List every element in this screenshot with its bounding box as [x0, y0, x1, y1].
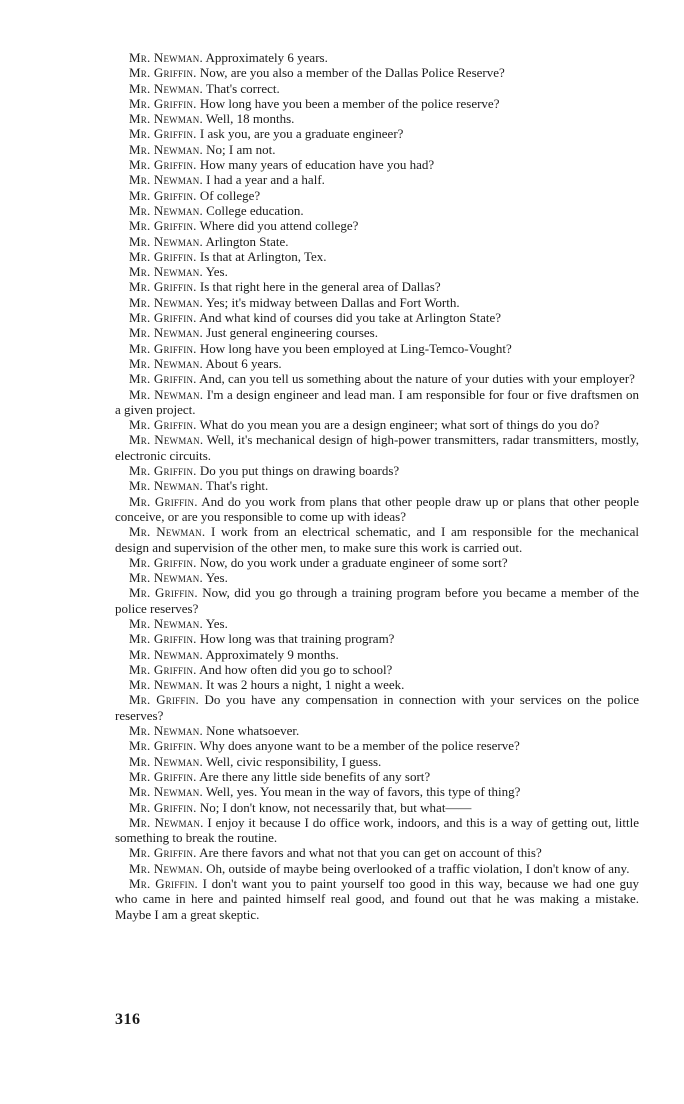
speech-text: Where did you attend college? — [199, 218, 359, 234]
speaker-label: Mr. Griffin. — [129, 417, 197, 433]
testimony-paragraph — [115, 876, 639, 922]
speaker-label: Mr. Griffin. — [129, 799, 197, 815]
testimony-paragraph — [115, 585, 639, 616]
speech-text: Approximately 9 months. — [205, 646, 339, 662]
speech-text: Yes; it's midway between Dallas and Fort Worth. — [205, 294, 460, 310]
speaker-label: Mr. Griffin. — [129, 463, 197, 479]
speech-text: Do you have any compensation in connection with your services on the police reserves? — [115, 692, 640, 723]
testimony-paragraph — [115, 157, 639, 172]
testimony-paragraph — [115, 387, 639, 418]
testimony-paragraph — [115, 616, 639, 631]
testimony-paragraph — [115, 417, 639, 432]
speech-text: Approximately 6 years. — [205, 50, 328, 65]
speaker-label: Mr. Griffin. — [129, 218, 197, 234]
testimony-paragraph — [115, 478, 639, 493]
speaker-label: Mr. Newman. — [129, 570, 203, 586]
testimony-paragraph — [115, 723, 639, 738]
testimony-paragraph — [115, 203, 639, 218]
speech-text: Oh, outside of maybe being overlooked of a traffic violation, I don't know of any. — [206, 860, 630, 876]
speech-text: I ask you, are you a graduate engineer? — [199, 126, 404, 142]
speech-text: Of college? — [199, 187, 261, 203]
testimony-paragraph — [115, 677, 639, 692]
speech-text: No; I am not. — [206, 141, 276, 157]
speaker-label: Mr. Griffin. — [129, 661, 197, 677]
speaker-label: Mr. Newman. — [129, 111, 203, 127]
testimony-paragraph — [115, 356, 639, 371]
speech-text: I'm a design engineer and lead man. I am responsible for four or five draftsmen on a given project. — [115, 386, 640, 417]
testimony-paragraph — [115, 769, 639, 784]
speech-text: About 6 years. — [205, 355, 282, 371]
testimony-paragraph — [115, 662, 639, 677]
speech-text: Well, civic responsibility, I guess. — [205, 753, 382, 769]
speaker-label: Mr. Newman. — [129, 646, 203, 662]
speaker-label: Mr. Griffin. — [129, 631, 197, 647]
speech-text: Now, are you also a member of the Dallas Police Reserve? — [199, 65, 505, 81]
testimony-paragraph — [115, 524, 639, 555]
speech-text: Is that right here in the general area of Dallas? — [199, 279, 441, 295]
speech-text: Is that at Arlington, Tex. — [199, 248, 327, 264]
speaker-label: Mr. Newman. — [129, 723, 203, 739]
testimony-paragraph — [115, 111, 639, 126]
speaker-label: Mr. Newman. — [129, 80, 203, 96]
speech-text: That's right. — [205, 478, 269, 494]
testimony-paragraph — [115, 310, 639, 325]
testimony-paragraph — [115, 754, 639, 769]
testimony-paragraph — [115, 264, 639, 279]
testimony-paragraph — [115, 325, 639, 340]
speech-text: Yes. — [205, 615, 228, 631]
testimony-paragraph — [115, 800, 639, 815]
speaker-label: Mr. Griffin. — [129, 248, 197, 264]
speaker-label: Mr. Newman. — [129, 325, 203, 341]
speaker-label: Mr. Griffin. — [129, 340, 197, 356]
speech-text: None whatsoever. — [206, 723, 300, 739]
testimony-paragraph — [115, 50, 639, 65]
testimony-paragraph — [115, 555, 639, 570]
testimony-paragraph — [115, 249, 639, 264]
speaker-label: Mr. Newman. — [129, 432, 204, 448]
speech-text: And, can you tell us something about the nature of your duties with your employer? — [199, 371, 635, 387]
speech-text: What do you mean you are a design engineer; what sort of things do you do? — [199, 417, 600, 433]
speech-text: Are there any little side benefits of any sort? — [199, 768, 431, 784]
speech-text: And what kind of courses did you take at Arlington State? — [199, 310, 501, 326]
testimony-paragraph — [115, 845, 639, 860]
transcript-body — [115, 50, 639, 922]
speech-text: It was 2 hours a night, 1 night a week. — [206, 677, 405, 693]
testimony-paragraph — [115, 432, 639, 463]
speech-text: Well, it's mechanical design of high-power transmitters, radar transmitters, mostly, electronic circuits. — [115, 432, 640, 463]
speaker-label: Mr. Griffin. — [129, 738, 197, 754]
speech-text: No; I don't know, not necessarily that, but what—— — [199, 799, 472, 815]
speaker-label: Mr. Newman. — [129, 294, 203, 310]
speech-text: And how often did you go to school? — [199, 661, 393, 677]
testimony-paragraph — [115, 172, 639, 187]
speaker-label: Mr. Newman. — [129, 784, 203, 800]
speech-text: I had a year and a half. — [206, 172, 325, 188]
speaker-label: Mr. Griffin. — [129, 95, 197, 111]
testimony-paragraph — [115, 861, 639, 876]
testimony-paragraph — [115, 218, 639, 233]
speaker-label: Mr. Griffin. — [129, 876, 198, 892]
speaker-label: Mr. Newman. — [129, 753, 203, 769]
testimony-paragraph — [115, 96, 639, 111]
speaker-label: Mr. Newman. — [129, 202, 203, 218]
testimony-paragraph — [115, 647, 639, 662]
speech-text: Why does anyone want to be a member of the police reserve? — [199, 738, 520, 754]
testimony-paragraph — [115, 463, 639, 478]
speech-text: Are there favors and what not that you can get on account of this? — [199, 845, 542, 861]
speaker-label: Mr. Griffin. — [129, 768, 197, 784]
speaker-label: Mr. Griffin. — [129, 845, 197, 861]
speaker-label: Mr. Newman. — [129, 355, 203, 371]
testimony-paragraph — [115, 371, 639, 386]
speech-text: How long was that training program? — [199, 631, 395, 647]
speaker-label: Mr. Griffin. — [129, 585, 198, 601]
speaker-label: Mr. Griffin. — [129, 692, 199, 708]
speaker-label: Mr. Griffin. — [129, 187, 197, 203]
testimony-page — [115, 50, 639, 922]
speech-text: Yes. — [205, 264, 228, 280]
speech-text: Just general engineering courses. — [206, 325, 378, 341]
speech-text: That's correct. — [205, 80, 280, 96]
speech-text: Arlington State. — [205, 233, 289, 249]
testimony-paragraph — [115, 570, 639, 585]
speaker-label: Mr. Griffin. — [129, 493, 198, 509]
testimony-paragraph — [115, 738, 639, 753]
speaker-label: Mr. Newman. — [129, 814, 204, 830]
speaker-label: Mr. Newman. — [129, 264, 203, 280]
speech-text: I don't want you to paint yourself too good in this way, because we had one guy who came in here and painted himself real good, and found out that he was making a mistake. Maybe I am a great skeptic. — [115, 876, 640, 922]
speech-text: And do you work from plans that other people draw up or plans that other people conceive, or are you responsible to come up with ideas? — [115, 493, 639, 524]
testimony-paragraph — [115, 784, 639, 799]
testimony-paragraph — [115, 341, 639, 356]
speech-text: I work from an electrical schematic, and I am responsible for the mechanical design and supervision of the other men, to make sure this work is carried out. — [115, 524, 640, 555]
speaker-label: Mr. Newman. — [129, 141, 203, 157]
speech-text: College education. — [206, 202, 304, 218]
testimony-paragraph — [115, 188, 639, 203]
speech-text: Now, do you work under a graduate engineer of some sort? — [199, 554, 508, 570]
speaker-label: Mr. Griffin. — [129, 554, 197, 570]
speech-text: How many years of education have you had? — [199, 157, 435, 173]
speaker-label: Mr. Griffin. — [129, 126, 197, 142]
speech-text: Yes. — [205, 570, 228, 586]
testimony-paragraph — [115, 815, 639, 846]
speech-text: How long have you been a member of the police reserve? — [199, 95, 500, 111]
testimony-paragraph — [115, 234, 639, 249]
speaker-label: Mr. Newman. — [129, 172, 203, 188]
speech-text: Now, did you go through a training program before you became a member of the police reserves? — [115, 585, 639, 616]
speaker-label: Mr. Newman. — [129, 615, 203, 631]
speaker-label: Mr. Griffin. — [129, 279, 197, 295]
testimony-paragraph — [115, 81, 639, 96]
speaker-label: Mr. Griffin. — [129, 371, 197, 387]
testimony-paragraph — [115, 692, 639, 723]
speech-text: Do you put things on drawing boards? — [199, 463, 400, 479]
speech-text: I enjoy it because I do office work, indoors, and this is a way of getting out, little something to break the routine. — [115, 814, 639, 846]
speaker-label: Mr. Newman. — [129, 233, 203, 249]
speaker-label: Mr. Griffin. — [129, 310, 197, 326]
speech-text: How long have you been employed at Ling-Temco-Vought? — [199, 340, 512, 356]
speech-text: Well, yes. You mean in the way of favors, this type of thing? — [205, 784, 521, 800]
testimony-paragraph — [115, 65, 639, 80]
testimony-paragraph — [115, 295, 639, 310]
speaker-label: Mr. Newman. — [129, 386, 204, 402]
page-number: 316 — [115, 1011, 141, 1028]
speaker-label: Mr. Newman. — [129, 677, 203, 693]
testimony-paragraph — [115, 494, 639, 525]
speaker-label: Mr. Griffin. — [129, 157, 197, 173]
testimony-paragraph — [115, 142, 639, 157]
speaker-label: Mr. Newman. — [129, 860, 203, 876]
testimony-paragraph — [115, 279, 639, 294]
testimony-paragraph — [115, 126, 639, 141]
speech-text: Well, 18 months. — [205, 111, 295, 127]
speaker-label: Mr. Newman. — [129, 524, 206, 540]
speaker-label: Mr. Newman. — [129, 50, 203, 65]
speaker-label: Mr. Griffin. — [129, 65, 197, 81]
speaker-label: Mr. Newman. — [129, 478, 203, 494]
testimony-paragraph — [115, 631, 639, 646]
